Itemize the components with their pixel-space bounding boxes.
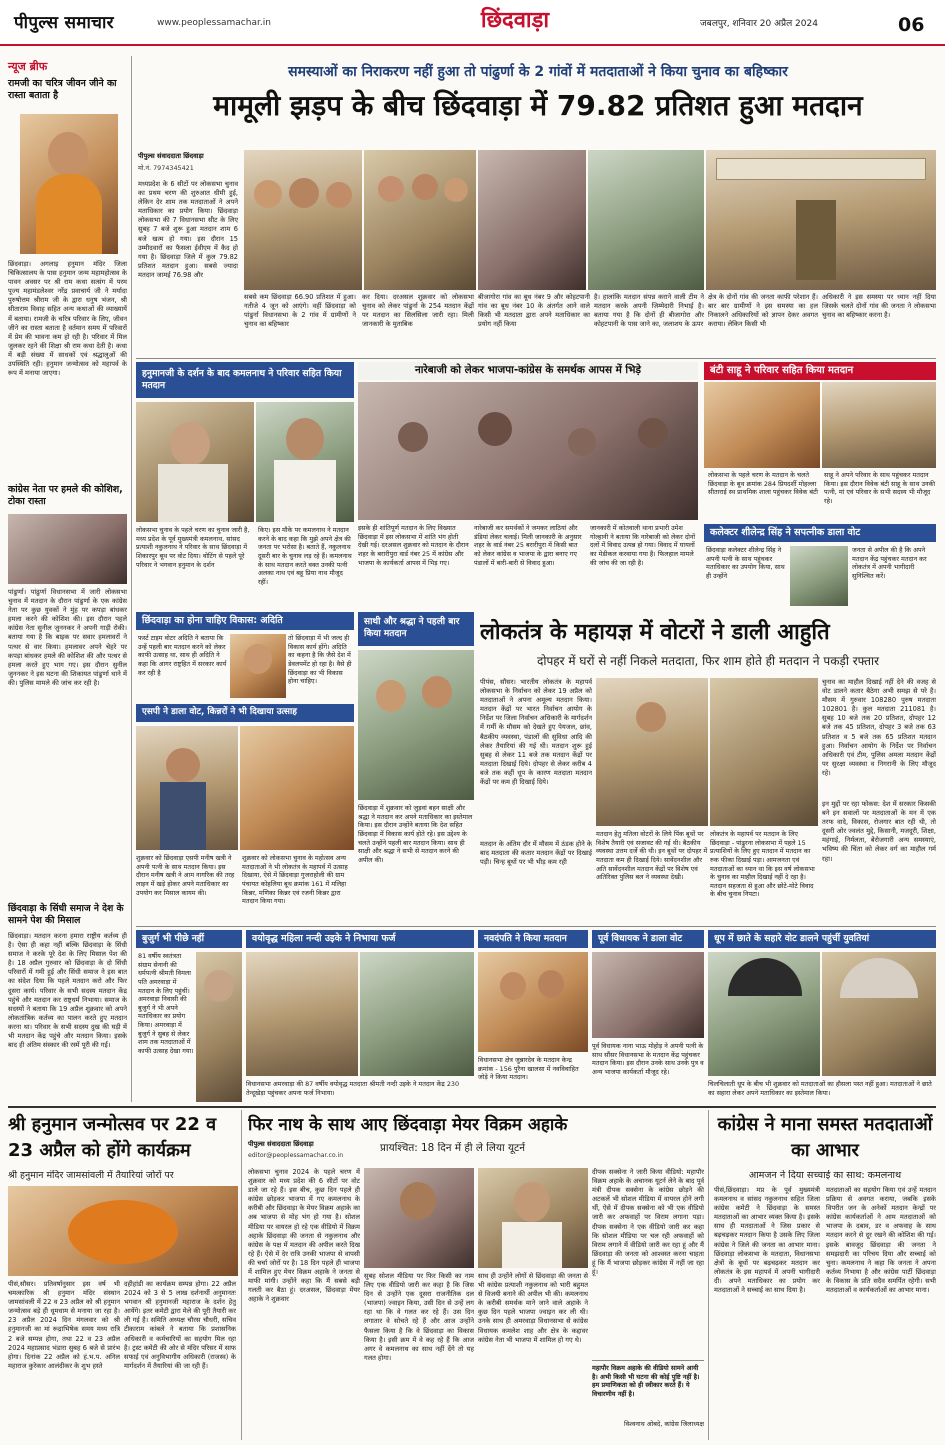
congress-body-2: मतदाताओं का सहयोग किया एवं उन्हें मतदान प्रक्रिया से अवगत कराया, जबकि इसके विपरीत जन के अनेकों मतदान केन्द्रों पर कांग्रेस कार्यकर्ताओं ने आम मतदाताओं को भाजपा के दबाव, डर व अफवाह के साथ मतदान करने से दूर रखने की कोशिश की गई। इसके बावजूद छिंदवाड़ा की जनता ने समझदारी का परिचय दिया और सच्चाई को चुना। कमलनाथ ने कहा कि जनता ने अपना कर्तव्य निभाया है और कांग्रेस पार्टी छिंदवाड़ा के विकास के प्रति सदैव समर्पित रहेगी। सभी मतदाताओं व कार्यकर्ताओं का आभार माना।: [826, 1186, 936, 1295]
polling-booth-photo: [706, 150, 936, 290]
mayor-body-3: साथ ही उन्होंने लोगों से छिंदवाड़ा की जनता से भी कांग्रेस प्रत्याशी नकुलनाथ को भारी बहुमत से विजयी बनाने की अपील भी की। कमलनाथ के करीबी समर्थक माने जाने वाले अहाके ने कुछ दिन पहले भाजपा ज्वाइन कर ली थी। उनके साथ ही अमरवाड़ा विधानसभा से कांग्रेस विधायक कमलेश शाह और क्षेत्र के कद्दावर कांग्रेस नेता भी भाजपा में शामिल हो गए थे।: [478, 1272, 588, 1344]
umbrella-photo-1: [708, 952, 820, 1076]
brief2-title: कांग्रेस नेता पर हमले की कोशिश, टोका रास्ता: [8, 484, 123, 508]
clash-caption-3: जानकारी में कोतवाली थाना प्रभारी उमेश गोल्हानी ने बताया कि नारेबाजी को लेकर दोनों दलों में विवाद उत्पन्न हो गया। विवाद में घायलों का मेडीकल करवाया गया है। फिलहाल मामले की जांच की जा रही है।: [590, 524, 696, 567]
congress-subhead: आमजन ने दिया सच्चाई का साथ: कमलनाथ: [748, 1170, 902, 1181]
bunty-caption-2: साहू ने अपने परिवार के साथ पहुंचकर मतदान किया। इस दौरान विवेक बंटी साहू के साथ उनकी पत्नी, मां एवं परिवार के सभी सदस्य भी मौजूद रहे।: [824, 471, 936, 505]
mayor-body-1: लोकसभा चुनाव 2024 के पहले चरण में शुक्रवार को मध्य प्रदेश की 6 सीटों पर वोट डाले जा रहे हैं। इस बीच, कुछ दिन पहले ही कांग्रेस छोड़कर भाजपा में गए कमलनाथ के करीबी और छिंदवाड़ा के मेयर विक्रम अहाके का अब भाजपा से मोह भंग हो गया है। सोशल मीडिया पर वायरल हो रहे एक वीडियो में विक्रम अहाके छिंदवाड़ा की जनता से नकुलनाथ और कांग्रेस के पक्ष में मतदान की अपील करते दिख रहे हैं। ऐसे में देर रात्रि उनकी भाजपा से वापसी की चर्चा जोरों पर है। 18 दिन पहले ही भाजपा में शामिल हुए मेयर विक्रम अहाके ने जनता से माफी मांगी। उन्होंने कहा कि मैं सबसे बड़ी गलती कर बैठा हूं। दरअसल, छिंदवाड़ा मेयर अहाके ने शुक्रवार: [248, 1168, 360, 1304]
bunty-photo-2: [822, 382, 936, 468]
kamalnath-portrait: [478, 1168, 588, 1268]
yagya-body-3: चुनाव का माहौल दिखाई नहीं देने की वजह से वोट डालने कतार बैठेगा अभी समझ से परे है। मौसम में गुरुवार 108280 पुरुष मतदाता 102801 है। कुल मतदाता 211081 है। सुबह 10 बजे तक 20 प्रतिशत, दोपहर 12 बजे तक 45 प्रतिशत, दोपहर 3 बजे तक 63 प्रतिशत व 5 बजे तक 65 प्रतिशत मतदान हुआ। निर्वाचन आयोग के निर्देश पर निर्वाचन अधिकारी एवं टीम, पुलिस अमला मतदान केंद्रों पर सुरक्षा व्यवस्था व निगरानी के लिए मौजूद रहे।: [822, 678, 936, 777]
voters-photo-2: [364, 150, 476, 290]
mayor-quote-box: [592, 1360, 704, 1440]
hanuman-subhead: श्री हनुमान मंदिर जामसांवली में तैयारियां जोरों पर: [8, 1170, 174, 1181]
couple-title-text: नवदंपति ने किया मतदान: [484, 932, 567, 944]
hanuman-body-2: दहीहांडी का कार्यक्रम सम्पन्न होगा। 22 अप्रैल 2024 को 3 से 5 लाख दर्शनार्थी अनुमानतः भगवान श्री हनुमानजी महाराज के दर्शन हेतु आयेंगे। इतर कमेटी द्वारा मेले की पूरी तैयारी कर ली गई है। समिति अध्यक्ष चौरस चौधरी, सचिव टीकाराम कांबले ने बताया कि प्रशासनिक अधिकारी व कर्मचारियों का सहयोग मिल रहा है। ट्रस्ट कमेटी की ओर से मंदिर परिसर में साफ सफाई एवं अनुविभागीय अधिकारी (राजस्व) के मार्गदर्शन में तैयारियां की जा रही हैं।: [124, 1280, 236, 1370]
mayor-body-2: सुबह सोशल मीडिया पर फिर किसी का नाम लिए एक वीडियो जारी कर कहा है कि जिस दिन से उन्होंने एक दूसरा राजनीतिक दल (भाजपा) ज्वाइन किया, उसी दिन से उन्हें लग रहा था कि वे गलत कर रहे हैं। उस दिन लगातार वे सोचते रहे हैं और आज उन्होंने फैसला किया है कि वे छिंदवाड़ा का विकास किया है। इसी क्रम में वे कह रहे हैं कि आज अगर वे कमलनाथ का साथ नहीं देंगे तो यह गलत होगा।: [364, 1272, 474, 1362]
brief3-text: छिंदवाड़ा। मतदान करना हमारा राष्ट्रीय कर्तव्य ही है। ऐसा ही कहा नहीं बल्कि छिंदवाड़ा के सिंधी समाज ने करके पूरे देश के लिए मिसाल पेश की है। 18 अप्रैल गुरुवार को छिंदवाड़ा के दो सिंधी परिवारों में गमी हुई और सिंधी समाज ने इस बात का संदेश दिया कि पहले मतदान करो और फिर दूसरा कार्य। परिवार के सभी सदस्य मतदान केंद्र पहुंचे और मतदान कर राष्ट्रधर्म निभाया। समाज के सदस्यों ने बताया कि 19 अप्रैल शुक्रवार को अपने लोकतांत्रिक कर्तव्य का पालन करते हुए मतदान करना था। परिवार के सभी सदस्य दुख की घड़ी में भी मतदान केंद्र पहुंचे और मतदान किया। इसके बाद ही अंतिम संस्कार की रस्में पूरी की गईं।: [8, 932, 127, 1050]
yagya-caption-2: लोकतंत्र के महापर्व पर मतदान के लिए छिंदवाड़ा - पांढुरना लोकसभा में पहले 15 प्रत्याशियों के लिए हुए मतदान में मतदान का रुक फीका दिखाई पड़ा। आमजनता एवं मतदाताओं का ध्यान था कि इस वर्ष लोकसभा के चुनाव का माहौल दिखाई नहीं दे रहा है। मतदान सहजता से हुआ और छोटे-मोटे विवाद के बीच चुनाव निपटा।: [710, 830, 815, 899]
umbrella-title: [708, 930, 936, 948]
top-body-1: मध्यप्रदेश के 6 सीटों पर लोकसभा चुनाव का प्रथम चरण की शुरुआत धीमी हुई, लेकिन देर शाम तक मतदाताओं ने अपने मताधिकार का प्रयोग किया। छिंदवाड़ा लोकसभा की 7 विधानसभा सीट के लिए सुबह 7 बजे शुरू हुआ मतदान शाम 6 बजे खत्म हो गया। इस दौरान 15 उम्मीदवारों का फैसला ईवीएम में कैद हो गया है। छिंदवाड़ा जिले में कुल 79.82 प्रतिशत मतदान हुआ। सबसे ज्यादा मतदान जामई 76.98 और: [138, 180, 238, 279]
hanuman-divider: [241, 1110, 242, 1440]
mayor-body-4: दीपक सक्सेना ने जारी किया वीडियो: महापौर विक्रम अहाके के अचानक यूटर्न लेने के बाद पूर्व मंत्री दीपक सक्सेना के कांग्रेस छोड़ने की अटकलें भी सोशल मीडिया में वायरल होने लगी थीं, ऐसे में दीपक सक्सेना को भी एक वीडियो जारी कर अफवाहों पर विराम लगाना पड़ा। दीपक सक्सेना ने एक वीडियो जारी कर कहा कि सोशल मीडिया पर चल रही अफवाहों को विराम लगाने में वीडियो जारी कर रहा हूं और मैं छिंदवाड़ा की जनता को आश्वस्त करना चाहता हूं कि मैं भाजपा छोड़कर कांग्रेस में नहीं जा रहा हूं।: [592, 1168, 704, 1277]
top-body-2: सबसे कम छिंदवाड़ा 66.90 प्रतिशत में हुआ। नतीजे 4 जून को आएंगे। वहीं छिंदवाड़ा को पांढुर्ना विधानसभा के 2 गांव में ग्रामीणों ने चुनाव का बहिष्कार: [244, 293, 356, 329]
mayor-subhead: प्रायश्चित: 18 दिन में ही ले लिया यूटर्न: [380, 1142, 526, 1154]
sakhi-title-text: साथी और श्रद्धा ने पहली बार किया मतदान: [364, 617, 460, 639]
elderly-title: [136, 930, 242, 948]
clash-photo: [358, 382, 698, 520]
hanuman-body-1: पीसं,सौसर। प्रतिवर्षानुसार इस वर्ष भी चमत्कारिक श्री हनुमान मंदिर संस्थान जामसांवली में 22 व 23 अप्रैल को श्री हनुमान जन्मोत्सव बड़े ही धूमधाम से मनाया जा रहा है। 23 अप्रैल 2024 दिन मंगलवार को श्री हनुमानजी का मां रूद्राभिषेक समय मध्य रात्रि 2 बजे सम्पन्न होगा, तथा 22 व 23 अप्रैल 2024 महाप्रसाद भंडारा सुबह 6 बजे से प्रारंभ होगा। दिनांक 22 अप्रैल को हं.भ.प. अनिल महाराज कुरेकार आलंदीकर के शुभ हस्ते: [8, 1280, 120, 1370]
mla-caption: पूर्व विधायक नाना भाऊ मोहोड़ ने अपनी पत्नी के साथ सौंसर विधानसभा के मतदान केंद्र पहुंचकर मतदान किया। इस दौरान उनके साथ उनके पुत्र व अन्य भाजपा कार्यकर्ता मौजूद रहे।: [592, 1042, 704, 1076]
aditi-title: [136, 612, 354, 630]
kamalnath-photo-2: [256, 402, 354, 522]
top-byline: पीपुल्स संवाददाता छिंदवाड़ा: [138, 152, 204, 160]
sp-photo: [136, 726, 238, 850]
umbrella-title-text: धूप में छाते के सहारे वोट डालने पहुंचीं युवतियां: [714, 932, 870, 944]
umbrella-photo-2: [822, 952, 936, 1076]
mla-title-text: पूर्व विधायक ने डाला वोट: [598, 932, 683, 944]
mayor-headline: फिर नाथ के साथ आए छिंदवाड़ा मेयर विक्रम अहाके: [248, 1115, 568, 1135]
mayor-divider: [708, 1110, 709, 1440]
yagya-photo-2: [710, 678, 818, 826]
voters-photo-3: [478, 150, 586, 290]
yagya-body-1: पीपंस, सौसर। भारतीय लोकतंत्र के महापर्व लोकसभा के निर्वाचन को लेकर 19 अप्रैल को मतदाताओं ने अपना अमूल्य मतदान किया। मतदान केंद्रों पर भारत निर्वाचन आयोग के निर्देश पर जिला निर्वाचन अधिकारी के मार्गदर्शन में गर्मी के मौसम को देखते हुए पेयजल, छांव, बैठकीय व्यवस्था, पंडालों की सुविधा आदि की लेकर तैयारियां की गई थी। मतदान शुरू हुई सुबह से लेकर 11 बजे तक मतदान केंद्रों पर मतदाता दिखाई दिये। दोपहर से लेकर करीब 4 बजे तक कहीं धूप के कारण मतदाता मतदान केंद्रों पर कम ही दिखाई दिये।: [480, 678, 592, 787]
nandi-photo-1: [246, 952, 358, 1076]
top-body-6: क्षेत्र के दोनों गांव की जनता काफी परेशान हैं। बार बार ग्रामीणों ने इस समस्या का हल निकालने अधिकारियों को ज्ञापन देकर अवगत कराया। लेकिन किसी भी: [708, 293, 818, 329]
hanuman-headline: श्री हनुमान जन्मोत्सव पर 22 व 23 अप्रैल को होंगे कार्यक्रम: [8, 1114, 217, 1161]
yagya-photo-1: [596, 678, 708, 826]
collector-caption-2: जनता से अपील की है कि अपने मतदान केंद्र पहुंचकर मतदान कर लोकतंत्र में अपनी भागीदारी सुनिश्चित करें।: [852, 546, 927, 580]
sakhi-caption: छिंदवाड़ा में शुक्रवार को जुड़वां बहन साक्षी और श्रद्धा ने मतदान कर अपने मताधिकार का इस्तेमाल किया। इस दौरान उन्होंने बताया कि देश सहित छिंदवाड़ा में विकास कार्य होते रहे। इस उद्देश्य के चलते उन्होंने पहली बार मतदान किया। साथ ही साक्षी और श्रद्धा ने सभी से मतदान करने की अपील की।: [358, 804, 473, 864]
hanuman-photo: [8, 1186, 238, 1276]
yagya-caption-1: मतदान हेतु मतिला वोटरों के लिये पिंक बूथों पर विशेष तैयारी एवं सजावट की गई थी। बैठकीय व्यवस्था उत्तम दर्जे की थी। इन बूथों पर दोपहर में मतदाता कम ही दिखाई दिये। सावेंदनशील और अति सावेंदनशील मतदान केंद्रों पर विशेष एवं अतिरिक्त पुलिस बल ने व्यवस्था देखी।: [596, 830, 708, 882]
brief2-text: पांढुर्णा। पांढुर्णा विधानसभा में जारी लोकसभा चुनाव में मतदान के दौरान पांढुर्णा के एक कांग्रेस नेता पर कुछ युवकों ने मुंह पर कपड़ा बांधकर हमला करने की कोशिश की। इस दौरान पहले कांग्रेस नेता सुनील जुननकर ने अपनी गाड़ी रोकी। बताया गया है कि बाइक पर सवार हमलावरों ने पत्थर से वार किया। हमलावर अपने चेहरे पर कपड़ा बांधकर हमले की कोशिश की और पत्थर से हमला करते हुए भाग गए। इस दौरान सुनील जुननकर ने इस घटना की शिकायत पांढुर्णा थाने में की। पुलिस मामले की जांच कर रही है।: [8, 588, 127, 687]
mid-rule: [136, 926, 936, 927]
sp-title-text: एसपी ने डाला वोट, किन्नरों ने भी दिखाया उत्साह: [142, 707, 297, 718]
collector-title-text: कलेक्टर शीलेन्द्र सिंह ने सपत्नीक डाला वोट: [710, 526, 861, 538]
nandi-title: [246, 930, 474, 948]
top-story-rule: [136, 358, 936, 359]
couple-photo: [478, 952, 588, 1052]
mayor-email[interactable]: editor@peoplessamachar.co.in: [248, 1152, 344, 1159]
masthead: [0, 0, 945, 46]
aditi-photo: [230, 634, 286, 698]
yagya-body-2: मतदान के अंतिम दौर में मौसम में ठंडक होने के बाद मतदाता की कतार मतदान केंद्रों पर दिखाई पड़ी। चिन्ह बूथों पर भी भीड़ कम रही: [480, 840, 592, 867]
top-body-3: कर दिया। दरअसल शुक्रवार को लोकसभा चुनाव को लेकर पांढुर्ना के 254 मतदान केंद्रों पर मतदान का सिलसिला जारी रहा। मिली जानकारी के मुताबिक: [362, 293, 474, 329]
sakhi-title: [358, 612, 474, 646]
mla-photo: [592, 952, 704, 1038]
elderly-title-text: बुजुर्ग भी पीछे नहीं: [142, 932, 205, 944]
voters-photo-4: [588, 150, 704, 290]
brief2-photo: [8, 514, 127, 584]
top-kicker: समस्याओं का निराकरण नहीं हुआ तो पांढुर्णा के 2 गांवों में मतदाताओं ने किया चुनाव का बहिष्कार: [288, 64, 788, 80]
bunty-caption-1: लोकसभा के पहले चरण के मतदान के चलते छिंदवाड़ा के बूथ क्रमांक 284 प्रियदर्शी मोहल्ला सीताराई स्थ प्राथमिक शाला पहुंचकर विवेक बंटी: [708, 471, 818, 497]
top-body-5: है। हालांकि मतदान संपन्न कराने वाली टीम ने मतदान करके अपनी जिम्मेदारी निभाई है। बताया गया है कि दोनों ही बीजागोरा और कोहटपानी के पास जाने का, जलाशय के ऊपर: [594, 293, 704, 329]
collector-photo: [790, 546, 848, 606]
mayor-quote: महापौर विक्रम अहाके की वीडियो सामने आयी है। अभी किसी भी घटना की कोई पुष्टि नहीं है। हम प्रमाणिकता को ही स्वीकार करते हैं। ये विचारणीय नहीं है।: [592, 1364, 700, 1398]
sidebar: [8, 56, 127, 1104]
collector-caption-1: छिंदवाड़ा कलेक्टर शीलेन्द्र सिंह ने अपनी पत्नी के साथ पहुंचकर मताधिकार का उपयोग किया, साथ ही उन्होंने: [706, 546, 785, 580]
aditi-caption-1: फर्स्ट टाइम वोटर अदिति ने बताया कि उन्हें पहली बार मतदान करने को लेकर काफी उत्साह था, साथ ही अदिति ने कहा कि आगर राष्ट्रहित में सरकार कार्य कर रही है: [138, 634, 227, 677]
top-body-7: अधिकारी ने इस समस्या पर ध्यान नहीं दिया जिसके चलते दोनों गांव की जनता ने लोकसभा चुनाव का बहिष्कार करना है।: [822, 293, 936, 320]
dateline: जबलपुर, शनिवार 20 अप्रैल 2024: [700, 19, 818, 29]
collector-title: [704, 524, 936, 542]
brief1-text: छिंदवाड़ा। अगलाइ हनुमान मंदिर जिला चिकित्सालय के पास हनुमान जन्म महामहोत्सव के पावन अवसर पर श्री राम कथा सत्संग में परम पूज्य महामंडलेश्वर नरेंद्र प्रवाचार्य जी ने मर्यादा पुरुषोत्तम श्रीराम जी के द्वारा धनुष भंजन, श्री सीताराम विवाह सहित अन्य कथाओं की व्याख्यायें में बताया। रामजी के चरित्र परिवार के लिए, जीवन जीने का रास्ता बताता है वर्तमान समय में परिवारों में प्रेम की भावना कम हो रही है। परिवार में मिल जुलकर रहने की शिक्षा श्री राम कथा देती है। कथा में बड़ी संख्या में साधकों एवं श्रद्धालुओं की उपस्थिति रही। हनुमान जन्मोत्सव को महापर्व के रूप में मनाया जाएगा।: [8, 260, 127, 378]
transgender-voters-photo: [240, 726, 354, 850]
nandi-photo-2: [360, 952, 474, 1076]
clash-caption-1: इसके ही शांतिपूर्ण मतदान के लिए विख्यात छिंदवाड़ा में इस लोकसभा में शांति भंग होती देखी गई। दरअसल शुक्रवार को मतदान के दौरान शहर के बरारीपुरा वार्ड नंबर 25 में कांग्रेस और भाजपा के कार्यकर्ता आपस में भिड़ गए।: [358, 524, 469, 567]
couple-caption: विधानसभा क्षेत्र जुन्नारदेव के मतदान केन्द्र क्रमांक - 156 पुरैना खालसा में नवविवाहित जोड़े ने किया मतदान।: [478, 1056, 579, 1082]
top-body-4: बीजागोरा गांव का बूथ नंबर 9 और कोहटपानी गांव का बूथ नंबर 10 के अंतर्गत आने वाले किसी भी मतदाता द्वारा अपने मताधिकार का प्रयोग नहीं किया: [478, 293, 590, 329]
kamalnath-caption-2: किए। इस मौके पर कमलनाथ ने मतदान करने के बाद कहा कि मुझे अपने क्षेत्र की जनता पर भरोसा है। बताते हैं, नकुलनाथ दूसरी बार के चुनाव लड़ रहे हैं। कमलनाथ के साथ मतदान करते वक्त उनकी पत्नी अलका नाथ एवं बहू प्रिया नाथ मौजूद रहीं।: [258, 526, 352, 586]
umbrella-caption: चिलचिलाती धूप के बीच भी शुक्रवार को मतदाताओं का हौसला पस्त नहीं हुआ। मतदाताओं ने छाते का सहारा लेकर अपने मताधिकार का इस्तेमाल किया।: [708, 1080, 932, 1097]
website-url[interactable]: www.peoplessamachar.in: [157, 18, 271, 28]
couple-title: [478, 930, 588, 948]
kamalnath-title: [136, 362, 354, 398]
top-mobile: मो.नं. 7974345421: [138, 164, 194, 172]
aditi-caption-2: तो छिंदवाड़ा में भी जल्द ही विकास कार्य होंगे। अदिति का कहना है कि जैसे देश में डेवलपमेंट हो रहा है। वैसे ही छिंदवाड़ा का भी विकास होना चाहिए।: [288, 634, 352, 686]
sakhi-photo: [358, 650, 474, 800]
news-brief-label: न्यूज ब्रीफ: [8, 60, 48, 73]
kamalnath-caption-1: लोकसभा चुनाव के पहले चरण का चुनाव जारी है, मध्य प्रदेश के पूर्व मुख्यमंत्री कमलनाथ, सांसद प्रत्याशी नकुलनाथ ने परिवार के साथ छिंदवाड़ा में शिकारपुर बूथ पर वोट दिया। वोटिंग से पहले पूरे परिवार ने भगवान हनुमान के दर्शन: [136, 526, 250, 569]
yagya-body-4: इन मुद्दों पर रहा फोकस: देश में सरकार किसकी बने इन सवालों पर मतदाताओं के मन में एक तरफ वादे, विकास, रोजगार बात रही थी, तो दूसरी ओर ज्वलंत मुद्दे, किसानी, मजदूरी, शिक्षा, महंगाई, निर्मलता, बेरोजगारी अन्य समस्याएं, भविष्य की चिंता को लेकर वर्ग का माहौल गर्म रहा।: [822, 800, 936, 863]
yagya-headline: लोकतंत्र के महायज्ञ में वोटरों ने डाली आहुति: [480, 620, 830, 645]
saint-photo: [20, 114, 118, 254]
yagya-subhead: दोपहर में घरों से नहीं निकले मतदाता, फिर शाम होते ही मतदान ने पकड़ी रफ्तार: [536, 654, 879, 668]
elderly-caption: 81 वर्षीय स्वतंत्रता संग्राम सेनानी की धर्मपत्नी श्रीमती विमला पति अमरवाड़ा में मतदान के लिए पहुंचीं। अमरवाड़ा निवासी की बुजुर्ग ने भी अपने मताधिकार का प्रयोग किया। अमरवाड़ा में बुजुर्ग ने सुबह से लेकर शाम तक मतदाताओं में काफी उत्साह देखा गया।: [138, 952, 194, 1056]
clash-title-text: नारेबाजी को लेकर भाजपा-कांग्रेस के समर्थक आपस में भिड़े: [415, 364, 641, 377]
bunty-title: [704, 362, 936, 380]
newspaper-logo: पीपुल्स समाचार: [14, 13, 114, 33]
nandi-title-text: वयोवृद्ध महिला नन्दी उइके ने निभाया फर्ज: [252, 932, 396, 944]
page-number: 06: [898, 14, 925, 36]
bunty-photo-1: [704, 382, 820, 468]
bottom-section-rule: [8, 1106, 936, 1108]
clash-caption-2: नारेबाजी कर समर्थकों ने जमकर लाठियां और डंडियां लेकर चलाई। मिली जानकारी के अनुसार शहर के वार्ड नंबर 25 बरारीपुरा में किसी बात को लेकर कांग्रेस व भाजपा के द्वारा बनाए गए पंडालों में बारी-बारी से विवाद हुआ।: [474, 524, 582, 567]
mla-title: [592, 930, 704, 948]
top-headline: मामूली झड़प के बीच छिंदवाड़ा में 79.82 प्रतिशत हुआ मतदान: [213, 89, 863, 122]
mayor-byline: पीपुल्स संवाददाता छिंदवाड़ा: [248, 1140, 314, 1148]
brief3-title: छिंदवाड़ा के सिंधी समाज ने देश के सामने पेश की मिसाल: [8, 903, 124, 926]
elderly-photo: [196, 952, 242, 1102]
sp-caption-2: शुक्रवार को लोकसभा चुनाव के महोत्सव अन्य मतदाताओं ने भी लोकतंत्र के महापर्व में उत्साह दिखाया, ऐसे में छिंदवाड़ा गुजराहोली की ग्राम पंचायत कोहलिया बूथ क्रमांक 161 में मलिहा किन्नर, मणिका किन्नर एवं रजनी किन्नर द्वारा मतदान किया गया।: [242, 854, 348, 906]
nandi-caption: विधानसभा अमरवाड़ा की 87 वर्षीय वयोवृद्ध मतदाता श्रीमती नन्दी उइके ने मतदान केंद्र 230 तेन्दूखेड़ा पहुंचकर अपना फर्ज निभाया।: [246, 1080, 460, 1097]
clash-title: [358, 362, 698, 380]
kamalnath-title-text: हनुमानजी के दर्शन के बाद कमलनाथ ने परिवार सहित किया मतदान: [142, 368, 342, 391]
sidebar-divider: [131, 56, 132, 1102]
aditi-title-text: छिंदवाड़ा का होना चाहिए विकास: अदिति: [142, 614, 283, 626]
sp-title: [136, 704, 354, 722]
sp-caption-1: शुक्रवार को छिंदवाड़ा एसपी मनीष खत्री ने अपनी पत्नी के साथ मतदान किया। इस दौरान मनीष खत्री ने आम नागरिक की तरह लाइन में खड़े होकर अपने मताधिकार का उपयोग कर मिसाल कायम की।: [136, 854, 235, 897]
congress-body-1: पीसं,छिंदवाड़ा। मप्र के पूर्व मुख्यमंत्री कमलनाथ व सांसद नकुलनाथ सहित जिला कांग्रेस कमेटी ने छिंदवाड़ा के समस्त मतदाताओं का आभार व्यक्त किया है। इसके साथ ही मतदाताओं ने जिस प्रकार से बढ़चढ़कर मतदान किया है उसके लिए जिला कांग्रेस ने जिले की जनता का आभार माना। छिंदवाड़ा लोकसभा के मतदाता, विधानसभा क्षेत्रों के बूथों पर बढ़चढ़कर मतदान कर लोकतंत्र के इस महापर्व में अपनी भागीदारी दी। अपने मताधिकार का प्रयोग कर मतदाताओं ने सच्चाई का साथ दिया है।: [714, 1186, 820, 1295]
section-title: छिंदवाड़ा: [480, 8, 550, 33]
mayor-quote-source: विश्वनाथ ओबदे, कांग्रेस जिलाध्यक्ष: [623, 1420, 704, 1428]
brief1-title: रामजी का चरित्र जीवन जीने का रास्ता बताता है: [8, 78, 117, 102]
mayor-photo: [364, 1168, 474, 1268]
bunty-title-text: बंटी साहू ने परिवार सहित किया मतदान: [710, 365, 854, 377]
kamalnath-photo-1: [136, 402, 254, 522]
congress-headline: कांग्रेस ने माना समस्त मतदाताओं का आभार: [717, 1114, 933, 1161]
voters-photo-1: [244, 150, 362, 290]
